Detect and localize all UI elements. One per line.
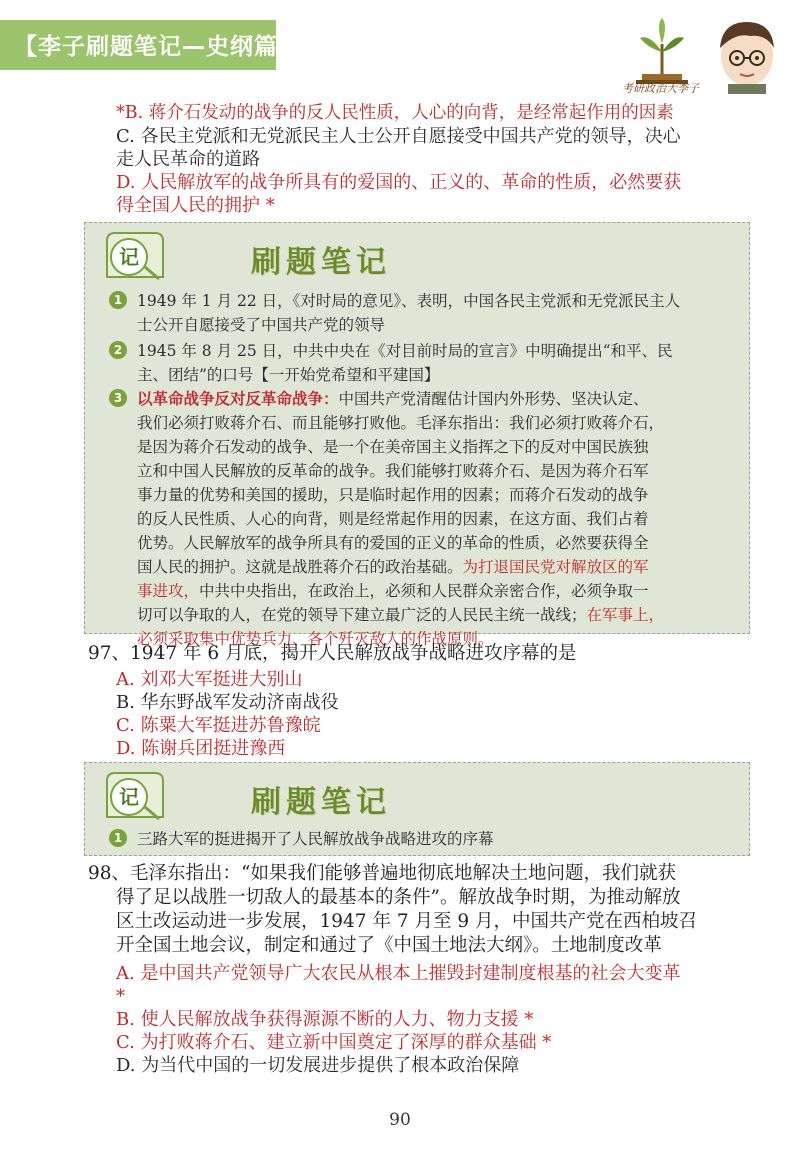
option-b: *B. 蒋介石发动的战争的反人民性质，人心的向背，是经常起作用的因素 [116,103,674,123]
note-bullet-1: 1 [109,829,127,847]
question-stem: 开全国土地会议，制定和通过了《中国土地法大纲》。土地制度改革 [116,935,662,956]
page-number: 90 [389,1110,411,1130]
note-line: 主、团结”的口号【一开始党希望和平建国】 [137,366,440,384]
question-stem: 区土改运动进一步发展，1947 年 7 月至 9 月，中国共产党在西柏坡召 [116,911,698,932]
question-stem: 得了足以战胜一切敌人的最基本的条件”。解放战争时期，为推动解放 [116,887,681,908]
note-line: 事力量的优势和美国的援助，只是临时起作用的因素；而蒋介石发动的战争 [137,486,649,504]
question-stem: 97、1947 年 6 月底，揭开人民解放战争战略进攻序幕的是 [88,643,577,664]
option-b: B. 华东野战军发动济南战役 [116,692,339,713]
note-red-text: 为打退国民党对解放区的军 [462,558,649,576]
study-note-2 [84,762,750,856]
question-98-options [116,962,766,1077]
note-line: 是因为蒋介石发动的战争、是一个在美帝国主义指挥之下的反对中国民族独 [137,438,649,456]
note-title: 刷题笔记 [251,785,391,820]
question-98 [88,862,697,958]
note-red-text: 在军事上， [586,606,665,624]
question-97 [88,642,577,666]
note-lead: 以革命战争反对反革命战争： [137,389,339,408]
note-line: 1945 年 8 月 25 日，中共中央在《对目前时局的宣言》中明确提出“和平、民 [137,342,673,360]
option-c-continued: 走人民革命的道路 [116,149,260,170]
note-bullet-2: 2 [109,341,127,359]
study-note-1 [84,222,750,648]
option-d: D. 陈谢兵团挺进豫西 [116,738,286,759]
note-line: 中国共产党清醒估计国内外形势、坚决认定、 [338,390,649,408]
note-line: 我们必须打败蒋介石、而且能够打败他。毛泽东指出：我们必须打败蒋介石， [137,414,665,432]
note-line: 立和中国人民解放的反革命的战争。我们能够打败蒋介石、是因为蒋介石军 [137,462,649,480]
note-line: 的反人民性质、人心的向背，则是经常起作用的因素，在这方面、我们占着 [137,510,649,528]
option-d: D. 人民解放军的战争所具有的爱国的、正义的、革命的性质，必然要获 [116,172,682,193]
note-line: 国人民的拥护。这就是战胜蒋介石的政治基础。 [137,558,463,576]
logo-caption: 考研政治大李子 [622,82,699,95]
option-b: B. 使人民解放战争获得源源不断的人力、物力支援 * [116,1009,534,1030]
note-bullet-3: 3 [109,389,127,407]
option-d: D. 为当代中国的一切发展进步提供了根本政治保障 [116,1055,520,1076]
option-c: C. 为打败蒋介石、建立新中国奠定了深厚的群众基础 * [116,1032,552,1053]
note-line: 中共中央指出，在政治上，必须和人民群众亲密合作，必须争取一 [199,582,649,600]
avatar [710,14,784,94]
note-red-text: 必须采取集中优势兵力、各个歼灭敌人的作战原则。 [137,630,494,648]
option-a: A. 是中国共产党领导广大农民从根本上摧毁封建制度根基的社会大变革 [116,963,681,984]
option-c: C. 各民主党派和无党派民主人士公开自愿接受中国共产党的领导，决心 [116,126,681,147]
note-badge-text: 记 [119,245,139,269]
option-a-marker: * [116,986,125,1007]
note-line: 优势。人民解放军的战争所具有的爱国的正义的革命的性质，必然要获得全 [137,534,649,552]
note-line: 士公开自愿接受了中国共产党的领导 [137,316,386,334]
question-stem: 98、毛泽东指出：“如果我们能够普遍地彻底地解决土地问题，我们就获 [88,863,677,884]
note-red-text: 事进攻， [137,582,200,600]
note-line: 1949 年 1 月 22 日，《对时局的意见》、表明，中国各民主党派和无党派民主人 [137,292,681,310]
note-badge-icon [99,227,169,297]
option-a: A. 刘邓大军挺进大别山 [116,669,303,690]
note-badge-text: 记 [119,785,139,809]
question-97-options [116,668,766,760]
note-line: 切可以争取的人，在党的领导下建立最广泛的人民民主统一战线； [137,606,587,624]
option-c: C. 陈粟大军挺进苏鲁豫皖 [116,715,321,736]
note-bullet-1: 1 [109,291,127,309]
note-line: 三路大军的挺进揭开了人民解放战争战略进攻的序幕 [137,830,494,848]
note-title: 刷题笔记 [251,245,391,280]
header-title: 【李子刷题笔记—史纲篇】 [14,34,302,60]
option-d-continued: 得全国人民的拥护 * [116,195,275,216]
previous-question-options [116,102,766,217]
